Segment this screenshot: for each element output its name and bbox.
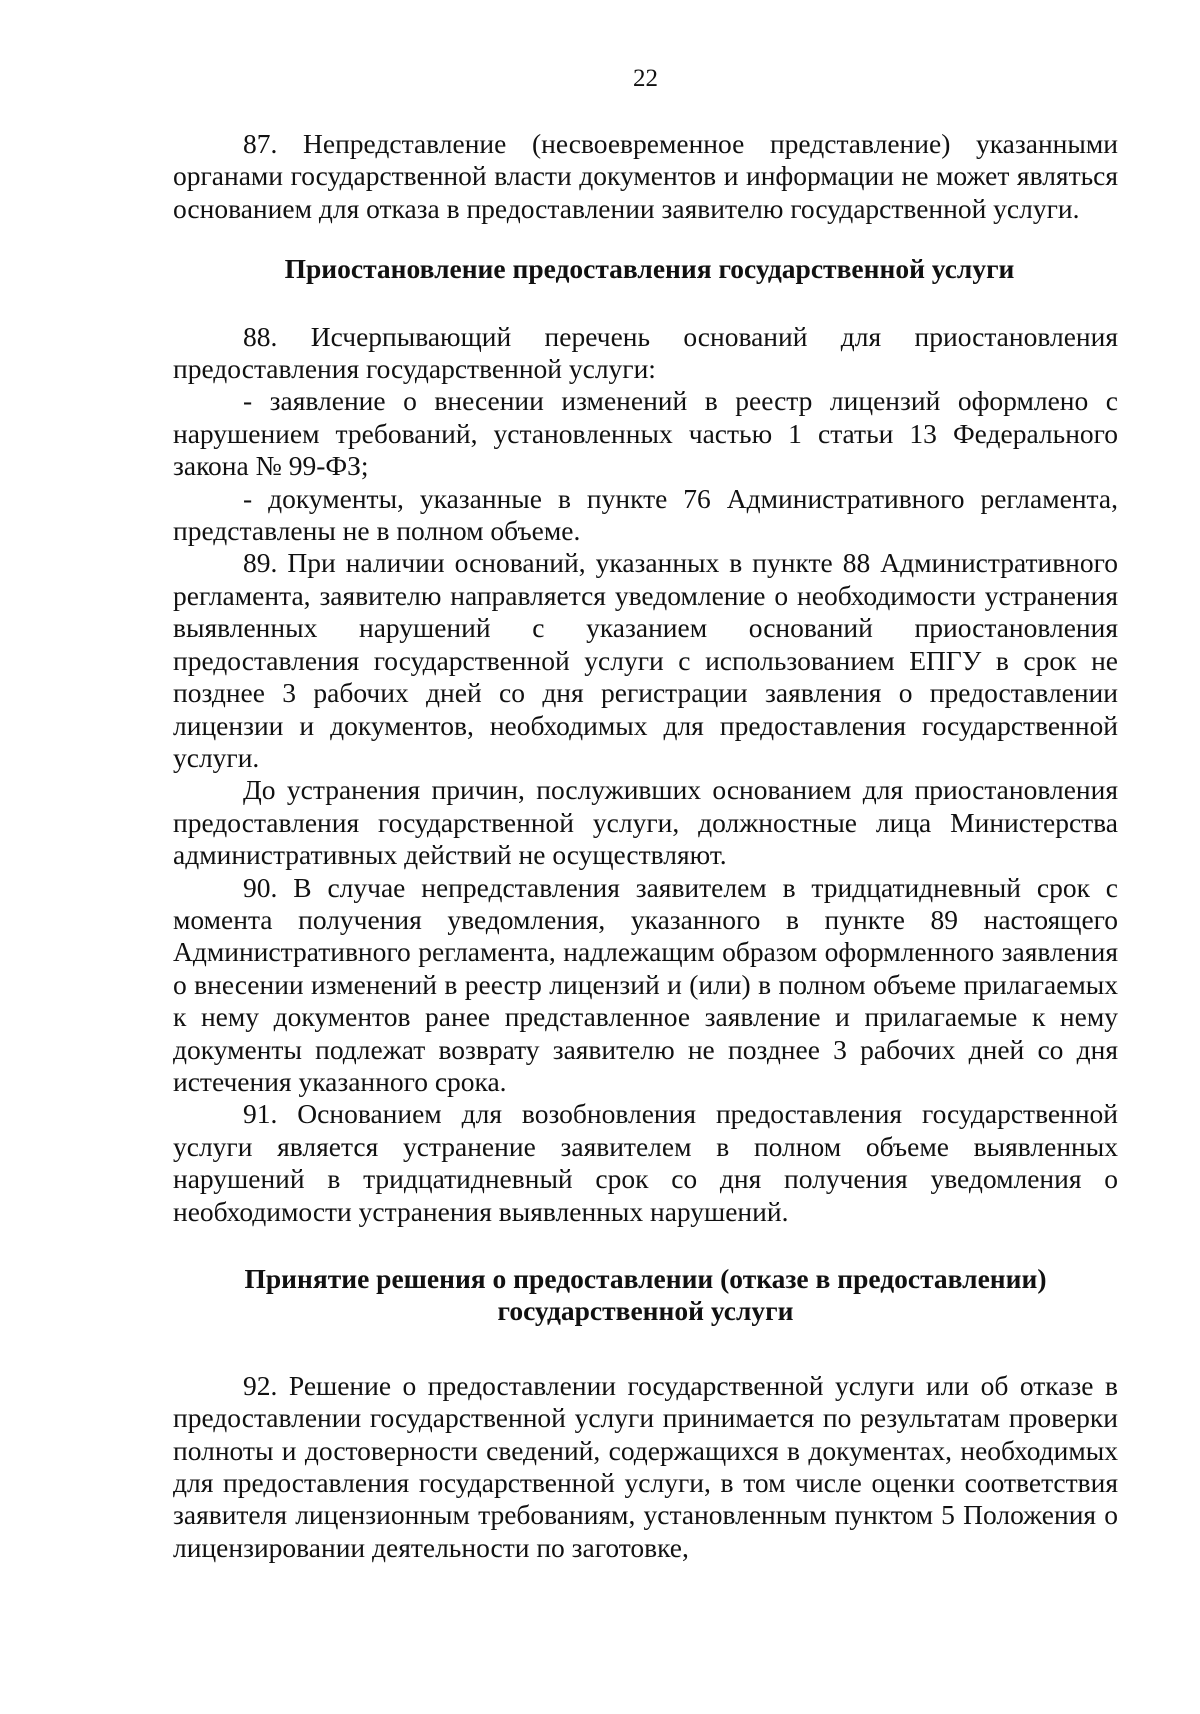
paragraph-89: 89. При наличии оснований, указанных в пункте 88 Административного регламента, заявителю направляется уведомление о необходимости устранения выявленных нарушений с указанием оснований приостановления предоставления государственной услуги с использованием ЕПГУ в срок не позднее 3 рабочих дней со дня регистрации заявления о предоставлении лицензии и документов, необходимых для предоставления государственной услуги. (173, 547, 1118, 773)
paragraph-87: 87. Непредставление (несвоевременное представление) указанными органами государственной власти документов и информации не может являться основанием для отказа в предоставлении заявителю государственной услуги. (173, 128, 1118, 224)
paragraph-92: 92. Решение о предоставлении государственной услуги или об отказе в предоставлении государственной услуги принимается по результатам проверки полноты и достоверности сведений, содержащихся в документах, необходимых для предоставления государственной услуги, в том числе оценки соответствия заявителя лицензионным требованиям, установленным пунктом 5 Положения о лицензировании деятельности по заготовке, (173, 1369, 1118, 1563)
paragraph-90: 90. В случае непредставления заявителем в тридцатидневный срок с момента получения уведомления, указанного в пункте 89 настоящего Административного регламента, надлежащим образом оформленного заявления о внесении изменений в реестр лицензий и (или) в полном объеме прилагаемых к нему документов ранее представленное заявление и прилагаемые к нему документы подлежат возврату заявителю не позднее 3 рабочих дней со дня истечения указанного срока. (173, 871, 1118, 1097)
section-heading-decision (173, 1263, 1118, 1328)
list-item-2: - документы, указанные в пункте 76 Административного регламента, представлены не в полном объеме. (173, 482, 1118, 547)
section-heading-suspension: Приостановление предоставления государственной услуги (284, 253, 1015, 285)
document-body (173, 128, 1118, 1564)
section-heading-decision-line-2: государственной услуги (497, 1295, 794, 1327)
paragraph-91: 91. Основанием для возобновления предоставления государственной услуги является устранение заявителем в полном объеме выявленных нарушений в тридцатидневный срок со дня получения уведомления о необходимости устранения выявленных нарушений. (173, 1098, 1118, 1227)
list-item-1: - заявление о внесении изменений в реестр лицензий оформлено с нарушением требований, установленных частью 1 статьи 13 Федерального закона № 99-ФЗ; (173, 385, 1118, 482)
document-page (173, 0, 1118, 1714)
page-number: 22 (633, 65, 658, 92)
paragraph-88: 88. Исчерпывающий перечень оснований для приостановления предоставления государственной услуги: (173, 320, 1118, 385)
paragraph-89-continued: До устранения причин, послуживших основанием для приостановления предоставления государственной услуги, должностные лица Министерства административных действий не осуществляют. (173, 774, 1118, 871)
section-heading-decision-line-1: Принятие решения о предоставлении (отказе в предоставлении) (244, 1263, 1047, 1294)
